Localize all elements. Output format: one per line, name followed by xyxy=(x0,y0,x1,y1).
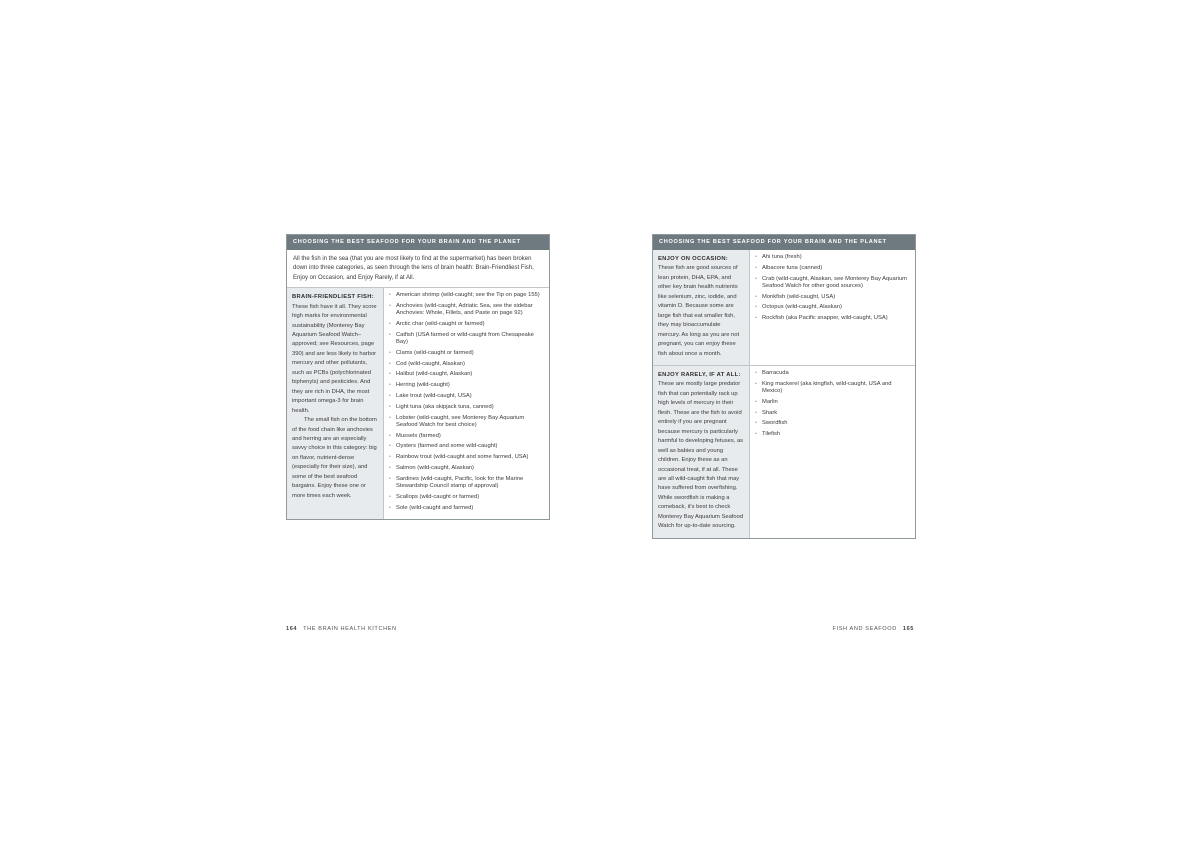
page-number: 165 xyxy=(902,626,914,632)
list-item: • Scallops (wild-caught or farmed) xyxy=(389,494,545,501)
list-item: • Ahi tuna (fresh) xyxy=(755,254,911,261)
list-item: • Halibut (wild-caught, Alaskan) xyxy=(389,371,545,378)
brain-friendliest-description xyxy=(287,288,384,519)
list-item: • Crab (wild-caught, Alaskan, see Monterey Bay Aquarium Seafood Watch for other good sources) xyxy=(755,276,911,290)
list-item: • Octopus (wild-caught, Alaskan) xyxy=(755,304,911,311)
list-item: • King mackerel (aka kingfish, wild-caught, USA and Mexico) xyxy=(755,381,911,395)
enjoy-rarely-description xyxy=(653,366,750,538)
brain-friendliest-row xyxy=(287,288,549,519)
list-item: • Clams (wild-caught or farmed) xyxy=(389,350,545,357)
list-item: • Mussels (farmed) xyxy=(389,433,545,440)
list-item: • Oysters (farmed and some wild-caught) xyxy=(389,443,545,450)
page-number: 164 xyxy=(286,626,298,632)
folio-right xyxy=(833,626,914,632)
list-item: • Salmon (wild-caught, Alaskan) xyxy=(389,465,545,472)
category-label: ENJOY RARELY, IF AT ALL: xyxy=(658,371,741,378)
category-paragraph: The small fish on the bottom of the food chain like anchovies and herring are an especially savvy choice in this category: big on flavor, nutrient-dense (especially for their size), and some of the best seafood bargains. Enjoy these one or more times each week. xyxy=(292,417,377,499)
sidebar-title: CHOOSING THE BEST SEAFOOD FOR YOUR BRAIN AND THE PLANET xyxy=(287,235,549,250)
category-text: These fish are good sources of lean protein, DHA, EPA, and other key brain health nutrients like selenium, zinc, iodide, and vitamin D. Because some are large fish that eat smaller fish, they may bioaccumulate mercury. As long as you are not pregnant, you can enjoy these fish about once a month. xyxy=(658,265,740,357)
category-text: These are mostly large predator fish that can potentially rack up high levels of mercury in their flesh. These are the fish to avoid entirely if you are pregnant because mercury is particularly harmful to developing fetuses, as well as babies and young children. Enjoy these as an occasional treat, if at all. These are all wild-caught fish that may have suffered from overfishing. While swordfish is making a comeback, it's best to check Monterey Bay Aquarium Seafood Watch for up-to-date sourcing. xyxy=(658,381,744,530)
running-head: FISH AND SEAFOOD xyxy=(832,626,897,632)
sidebar-title: CHOOSING THE BEST SEAFOOD FOR YOUR BRAIN AND THE PLANET xyxy=(653,235,915,250)
enjoy-on-occasion-description xyxy=(653,250,750,365)
list-item: • Rainbow trout (wild-caught and some farmed, USA) xyxy=(389,454,545,461)
list-item: • Sole (wild-caught and farmed) xyxy=(389,505,545,512)
seafood-sidebar-left xyxy=(286,234,550,520)
sidebar-intro: All the fish in the sea (that you are most likely to find at the supermarket) has been broken down into three categories, as seen through the lens of brain health: Brain-Friendliest Fish, Enjoy on Occasion, and Enjoy Rarely, if at All. xyxy=(287,250,549,288)
list-item: • Swordfish xyxy=(755,420,911,427)
list-item: • Barracuda xyxy=(755,370,911,377)
category-text: These fish have it all. They score high marks for environmental sustainability (Monterey Bay Aquarium Seafood Watch–approved; see Resources, page 390) and are less likely to harbor mercury and other pollutants, such as PCBs (polychlorinated biphenyls) and pesticides. And they are rich in DHA, the most important omega-3 for brain health. xyxy=(292,303,377,414)
list-item: • Tilefish xyxy=(755,431,911,438)
list-item: • Shark xyxy=(755,410,911,417)
category-label: ENJOY ON OCCASION: xyxy=(658,256,729,262)
list-item: • Arctic char (wild-caught or farmed) xyxy=(389,321,545,328)
list-item: • Lake trout (wild-caught, USA) xyxy=(389,393,545,400)
seafood-sidebar-right xyxy=(652,234,916,539)
enjoy-on-occasion-row xyxy=(653,250,915,365)
list-item: • Marlin xyxy=(755,399,911,406)
running-head: THE BRAIN HEALTH KITCHEN xyxy=(303,626,397,632)
list-item: • Lobster (wild-caught, see Monterey Bay Aquarium Seafood Watch for best choice) xyxy=(389,415,545,429)
list-item: • Monkfish (wild-caught, USA) xyxy=(755,294,911,301)
list-item: • Albacore tuna (canned) xyxy=(755,265,911,272)
list-item: • Sardines (wild-caught, Pacific, look for the Marine Stewardship Council stamp of approval) xyxy=(389,476,545,490)
list-item: • Light tuna (aka skipjack tuna, canned) xyxy=(389,404,545,411)
list-item: • Rockfish (aka Pacific snapper, wild-caught, USA) xyxy=(755,315,911,322)
folio-left xyxy=(286,626,397,632)
brain-friendliest-list xyxy=(384,288,549,519)
enjoy-on-occasion-list xyxy=(750,250,915,365)
list-item: • Catfish (USA farmed or wild-caught from Chesapeake Bay) xyxy=(389,332,545,346)
category-label: BRAIN-FRIENDLIEST FISH: xyxy=(292,294,374,301)
list-item: • American shrimp (wild-caught; see the Tip on page 155) xyxy=(389,292,545,299)
enjoy-rarely-list xyxy=(750,366,915,538)
list-item: • Herring (wild-caught) xyxy=(389,382,545,389)
list-item: • Cod (wild-caught, Alaskan) xyxy=(389,361,545,368)
enjoy-rarely-row xyxy=(653,365,915,538)
list-item: • Anchovies (wild-caught, Adriatic Sea, see the sidebar Anchovies: Whole, Fillets, and Paste on page 92) xyxy=(389,303,545,317)
